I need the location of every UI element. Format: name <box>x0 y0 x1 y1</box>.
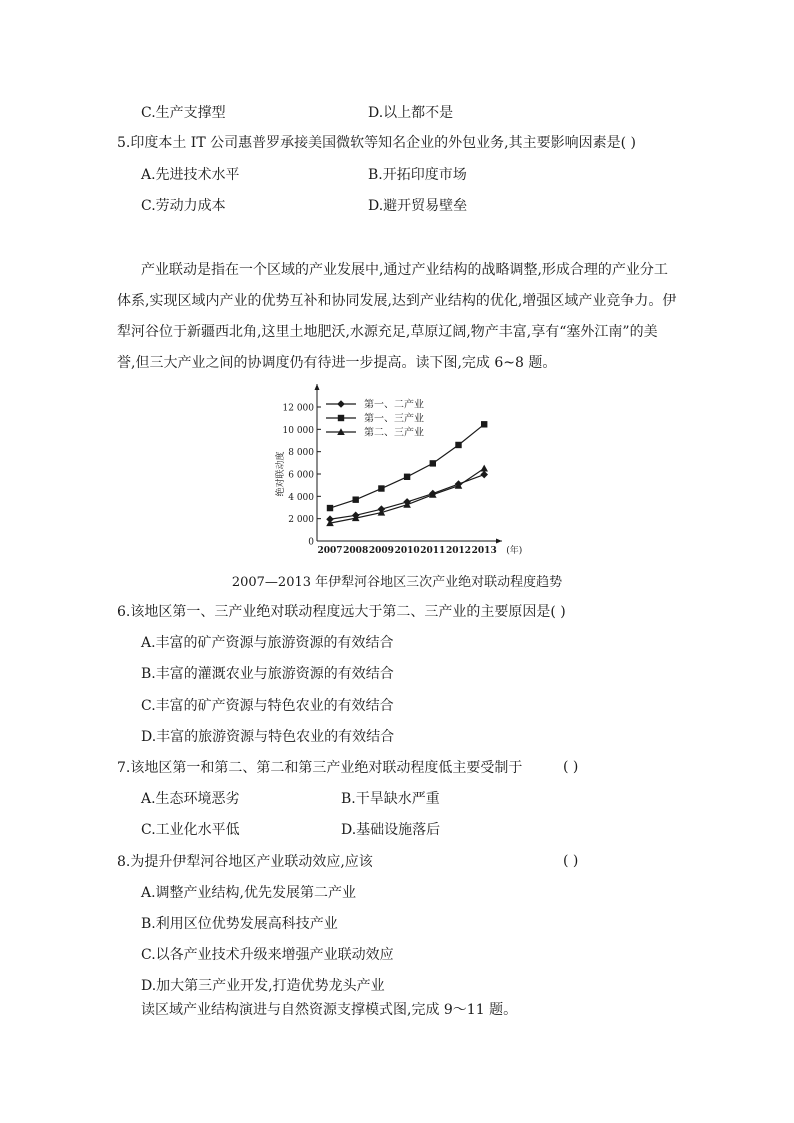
passage1-line2: 体系,实现区域内产业的优势互补和协同发展,达到产业结构的优化,增强区域产业竞争力。伊 <box>117 293 677 309</box>
q5-option-a[interactable]: A.先进技术水平 <box>141 167 240 183</box>
q5-option-b[interactable]: B.开拓印度市场 <box>368 167 467 183</box>
data-point <box>480 471 488 479</box>
q8-stem: 8.为提升伊犁河谷地区产业联动效应,应该 <box>117 854 373 870</box>
x-tick-label: 2012 <box>445 546 472 556</box>
data-point <box>455 442 461 448</box>
y-tick-label: 2 000 <box>288 515 314 526</box>
data-point <box>378 485 384 491</box>
data-point <box>430 460 436 466</box>
q8-option-a[interactable]: A.调整产业结构,优先发展第二产业 <box>141 885 357 901</box>
y-tick-label: 10 000 <box>282 425 314 436</box>
q5-option-d[interactable]: D.避开贸易壁垒 <box>368 198 468 214</box>
x-tick-label: 2011 <box>420 546 446 556</box>
x-axis-unit: (年) <box>506 546 523 556</box>
q8-option-c[interactable]: C.以各产业技术升级来增强产业联动效应 <box>141 947 394 963</box>
data-point <box>353 496 359 502</box>
q7-stem: 7.该地区第一和第二、第二和第三产业绝对联动程度低主要受制于 <box>117 760 523 776</box>
y-tick-label: 8 000 <box>288 448 314 459</box>
q7-answer-paren[interactable]: ( ) <box>563 759 579 775</box>
x-tick-label: 2008 <box>343 546 369 556</box>
data-point <box>327 505 333 511</box>
q7-option-b[interactable]: B.干旱缺水严重 <box>341 791 440 807</box>
passage1-line1: 产业联动是指在一个区域的产业发展中,通过产业结构的战略调整,形成合理的产业分工 <box>141 262 668 278</box>
legend-label: 第一、三产业 <box>364 413 424 425</box>
q4-option-c[interactable]: C.生产支撑型 <box>141 105 226 121</box>
passage1-line4: 誉,但三大产业之间的协调度仍有待进一步提高。读下图,完成 6~8 题。 <box>117 355 557 371</box>
y-axis-arrow <box>315 384 320 390</box>
legend-marker <box>338 415 344 421</box>
legend-label: 第二、三产业 <box>364 427 424 439</box>
chart-caption: 2007—2013 年伊犁河谷地区三次产业绝对联动程度趋势 <box>231 575 563 590</box>
q7-option-c[interactable]: C.工业化水平低 <box>141 822 240 838</box>
q6-option-a[interactable]: A.丰富的矿产资源与旅游资源的有效结合 <box>141 635 394 651</box>
passage2: 读区域产业结构演进与自然资源支撑模式图,完成 9～11 题。 <box>141 1002 518 1018</box>
data-point <box>481 421 487 427</box>
data-point <box>404 474 410 480</box>
q7-option-a[interactable]: A.生态环境恶劣 <box>141 791 240 807</box>
y-tick-label: 12 000 <box>282 403 314 414</box>
legend-label: 第一、二产业 <box>364 399 424 411</box>
q8-option-b[interactable]: B.利用区位优势发展高科技产业 <box>141 916 338 932</box>
q4-option-d[interactable]: D.以上都不是 <box>368 105 454 121</box>
x-tick-label: 2010 <box>394 546 420 556</box>
y-tick-label: 4 000 <box>288 492 314 503</box>
x-tick-label: 2013 <box>471 546 497 556</box>
q6-option-c[interactable]: C.丰富的矿产资源与特色农业的有效结合 <box>141 698 394 714</box>
y-tick-label: 6 000 <box>288 470 314 481</box>
q7-option-d[interactable]: D.基础设施落后 <box>341 822 441 838</box>
passage1-line3: 犁河谷位于新疆西北角,这里土地肥沃,水源充足,草原辽阔,物产丰富,享有“塞外江南”的美 <box>117 324 658 340</box>
q8-option-d[interactable]: D.加大第三产业开发,打造优势龙头产业 <box>141 978 385 994</box>
x-axis-arrow <box>496 539 502 544</box>
q6-option-d[interactable]: D.丰富的旅游资源与特色农业的有效结合 <box>141 729 395 745</box>
legend-marker <box>337 400 345 408</box>
q8-answer-paren[interactable]: ( ) <box>563 853 579 869</box>
x-tick-label: 2009 <box>368 546 394 556</box>
q5-option-c[interactable]: C.劳动力成本 <box>141 198 226 214</box>
chart-legend <box>326 398 424 439</box>
data-point <box>480 465 488 472</box>
q6-stem: 6.该地区第一、三产业绝对联动程度远大于第二、三产业的主要原因是( ) <box>117 604 566 620</box>
y-axis-label: 绝对联动度 <box>276 451 286 497</box>
q6-option-b[interactable]: B.丰富的灌溉农业与旅游资源的有效结合 <box>141 666 394 682</box>
y-tick-label: 0 <box>308 537 314 548</box>
q5-stem: 5.印度本土 IT 公司惠普罗承接美国微软等知名企业的外包业务,其主要影响因素是( ) <box>117 135 636 151</box>
x-tick-label: 2007 <box>317 546 343 556</box>
linkage-line-chart <box>270 378 540 564</box>
